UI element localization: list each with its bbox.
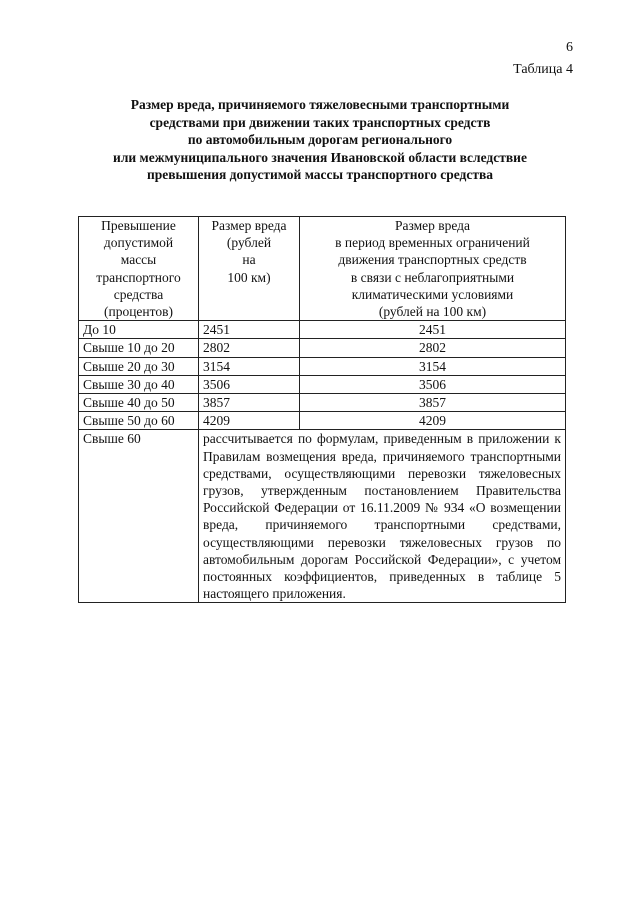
cell-harm-restricted: 3154 [300, 357, 566, 375]
cell-harm: 4209 [199, 412, 300, 430]
cell-harm-restricted: 3857 [300, 394, 566, 412]
cell-harm: 3857 [199, 394, 300, 412]
table-row [79, 357, 566, 375]
title-line: Размер вреда, причиняемого тяжеловесными транспортными [130, 97, 510, 112]
document-title [70, 96, 570, 184]
table-row [79, 321, 566, 339]
table-row [79, 339, 566, 357]
cell-range: Свыше 10 до 20 [79, 339, 199, 357]
cell-harm: 2451 [199, 321, 300, 339]
cell-range: Свыше 50 до 60 [79, 412, 199, 430]
table-row [79, 412, 566, 430]
cell-range: Свыше 30 до 40 [79, 375, 199, 393]
cell-harm-restricted: 2451 [300, 321, 566, 339]
title-line: или межмуниципального значения Ивановской области вследствие [113, 149, 527, 165]
cell-harm: 3154 [199, 357, 300, 375]
table-row [79, 375, 566, 393]
cell-calculation-note: рассчитывается по формулам, приведенным в приложении к Правилам возмещения вреда, причиняемого транспортными средствами, осуществляющими перевозки тяжеловесных грузов, утвержденным постановлением Правительства Российской Федерации от 16.11.2009 № 934 «О возмещении вреда, причиняемого транспортными средствами, осуществляющими перевозки тяжеловесных грузов по автомобильным дорогам Российской Федерации», с учетом постоянных коэффициентов, приведенных в таблице 5 настоящего приложения. [199, 430, 566, 603]
harm-table [78, 216, 566, 603]
cell-harm-restricted: 4209 [300, 412, 566, 430]
table-label: Таблица 4 [513, 62, 573, 77]
page-number: 6 [566, 40, 573, 55]
cell-range: Свыше 20 до 30 [79, 357, 199, 375]
cell-harm: 3506 [199, 375, 300, 393]
cell-harm: 2802 [199, 339, 300, 357]
header-excess-percent: Превышение допустимой массы транспортного средства (процентов) [79, 217, 199, 321]
title-line: превышения допустимой массы транспортного средства [146, 167, 494, 182]
title-line: средствами при движении таких транспортных средств [149, 114, 491, 130]
table-header-row [79, 217, 566, 321]
cell-harm-restricted: 3506 [300, 375, 566, 393]
table-row [79, 394, 566, 412]
header-harm-restricted: Размер вреда в период временных ограничений движения транспортных средств в связи с неблагоприятными климатическими условиями (рублей на 100 км) [300, 217, 566, 321]
cell-range: До 10 [79, 321, 199, 339]
table-row-over-60 [79, 430, 566, 603]
cell-range: Свыше 60 [79, 430, 199, 603]
cell-range: Свыше 40 до 50 [79, 394, 199, 412]
cell-harm-restricted: 2802 [300, 339, 566, 357]
header-harm-amount: Размер вреда (рублей на 100 км) [199, 217, 300, 321]
title-line: по автомобильным дорогам регионального [187, 132, 453, 147]
